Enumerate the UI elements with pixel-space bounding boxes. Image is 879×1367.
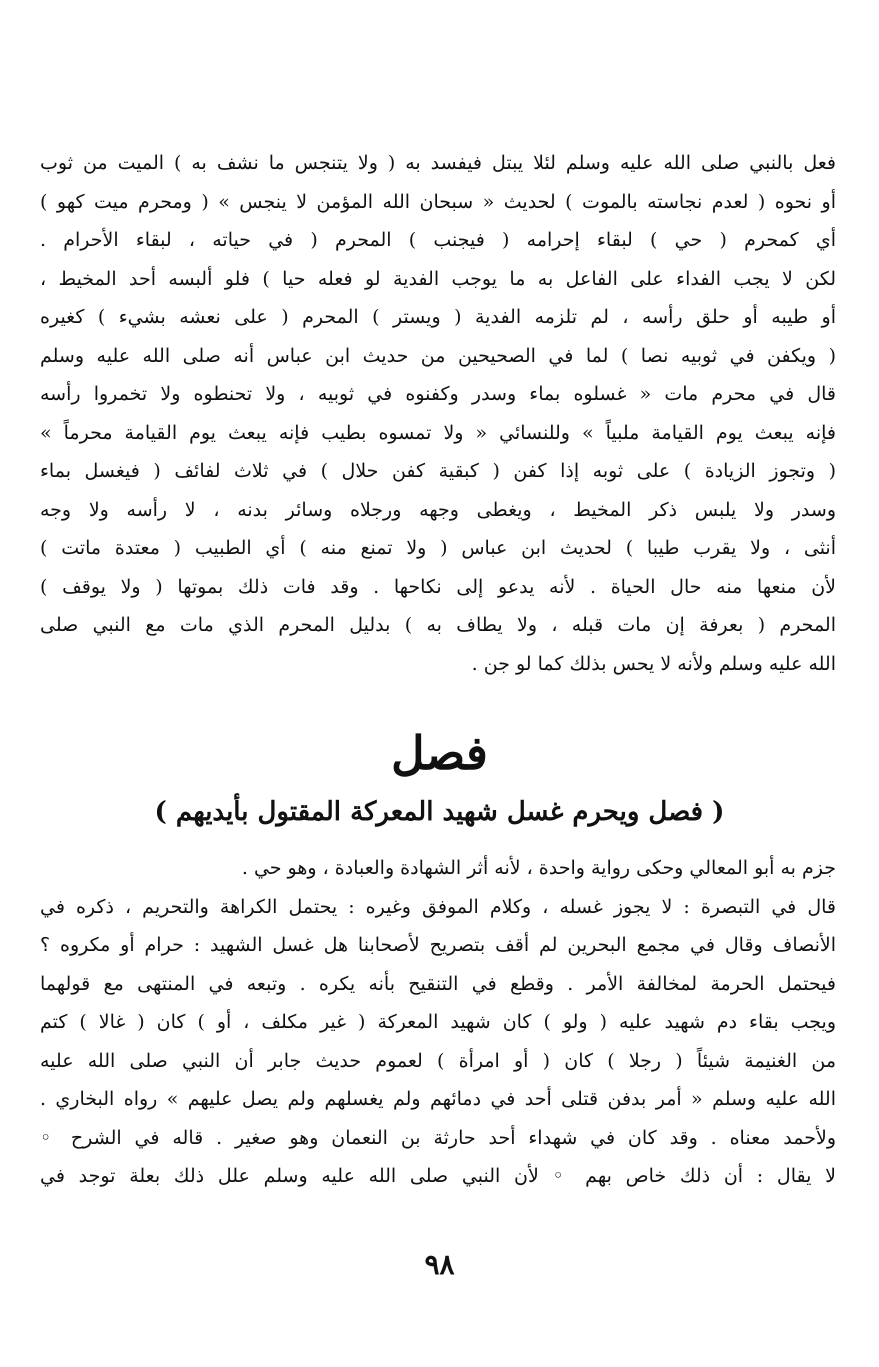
text-line: من الغنيمة شيئاً ( رجلا ) كان ( أو امرأة ) لعموم حديث جابر أن النبي صلى الله عليه [40, 1049, 836, 1072]
text-line: فيحتمل الحرمة لمخالفة الأمر . وقطع في التنقيح بأنه يكره . وتبعه في المنتهى مع قولهما [40, 972, 836, 995]
text-line: فعل بالنبي صلى الله عليه وسلم لئلا يبتل فيفسد به ( ولا يتنجس ما نشف به ) الميت من ثوب [40, 152, 836, 174]
text-line: ويجب بقاء دم شهيد عليه ( ولو ) كان شهيد المعركة ( غير مكلف ، أو ) كان ( غالا ) كتم [40, 1011, 836, 1033]
text-line: أنثى ، ولا يقرب طيبا ) لحديث ابن عباس ( ولا تمنع منه ) أي الطبيب ( معتدة ماتت ) [40, 537, 836, 559]
text-line: فإنه يبعث يوم القيامة ملبياً » وللنسائي « ولا تمسوه بطيب فإنه يبعث يوم القيامة محرماً » [40, 421, 836, 444]
text-line: وسدر ولا يلبس ذكر المخيط ، ويغطى وجهه ورجلاه وسائر بدنه ، لا رأسه ولا وجه [40, 498, 836, 521]
text-line-last: الله عليه وسلم ولأنه لا يحس بذلك كما لو جن . [471, 652, 836, 675]
text-line: الله عليه وسلم « أمر بدفن قتلى أحد في دمائهم ولم يغسلهم ولم يصل عليهم » رواه البخاري . [40, 1088, 836, 1110]
paragraph-upper [40, 144, 836, 683]
section-heading: فصل [391, 726, 488, 780]
text-line: الأنصاف وقال في مجمع البحرين لم أقف بتصريح لأصحابنا هل غسل الشهيد : حرام أو مكروه ؟ [40, 934, 836, 956]
text-line: قال في محرم مات « غسلوه بماء وسدر وكفنوه في ثوبيه ، ولا تحنطوه ولا تخمروا رأسه [40, 383, 836, 405]
text-line: ( وتجوز الزيادة ) على ثوبه إذا كفن ( كبقية كفن حلال ) في ثلاث لفائف ( فيغسل بماء [40, 460, 836, 482]
text-line: المحرم ( بعرفة إن مات قبله ، ولا يطاف به ) بدليل المحرم الذي مات مع النبي صلى [40, 614, 836, 636]
page-number: ٩٨ [424, 1248, 455, 1281]
text-line: ولأحمد معناه . وقد كان في شهداء أحد حارثة بن النعمان وهو صغير . قاله في الشرح ◦ [40, 1126, 836, 1149]
text-line: أو نحوه ( لعدم نجاسته بالموت ) لحديث « سبحان الله المؤمن لا ينجس » ( ومحرم ميت كهو ) [40, 190, 836, 213]
text-line: لا يقال : أن ذلك خاص بهم ◦ لأن النبي صلى الله عليه وسلم علل ذلك بعلة توجد في [40, 1165, 836, 1187]
text-line: أو طيبه أو حلق رأسه ، لم تلزمه الفدية ( ويستر ) المحرم ( على نعشه بشيء ) كغيره [40, 306, 836, 328]
text-line: ( ويكفن في ثوبيه نصا ) لما في الصحيحين من حديث ابن عباس أنه صلى الله عليه وسلم [40, 344, 836, 367]
text-line: لكن لا يجب الفداء على الفاعل به ما يوجب الفدية لو فعله حيا ) فلو ألبسه أحد المخيط ، [40, 267, 836, 290]
text-line: أي كمحرم ( حي ) لبقاء إحرامه ( فيجنب ) المحرم ( في حياته ، لبقاء الأحرام . [40, 229, 836, 251]
paragraph-lower [40, 849, 836, 1196]
text-line: لأن منعها منه حال الحياة . لأنه يدعو إلى نكاحها . وقد فات ذلك بموتها ( ولا يوقف ) [40, 575, 836, 598]
text-line-first: جزم به أبو المعالي وحكى رواية واحدة ، لأنه أثر الشهادة والعبادة ، وهو حي . [241, 857, 836, 879]
text-line: قال في التبصرة : لا يجوز غسله ، وكلام الموفق وغيره : يحتمل الكراهة والتحريم ، ذكره في [40, 895, 836, 918]
section-title: ( فصل ويحرم غسل شهيد المعركة المقتول بأيديهم ) [154, 797, 725, 827]
